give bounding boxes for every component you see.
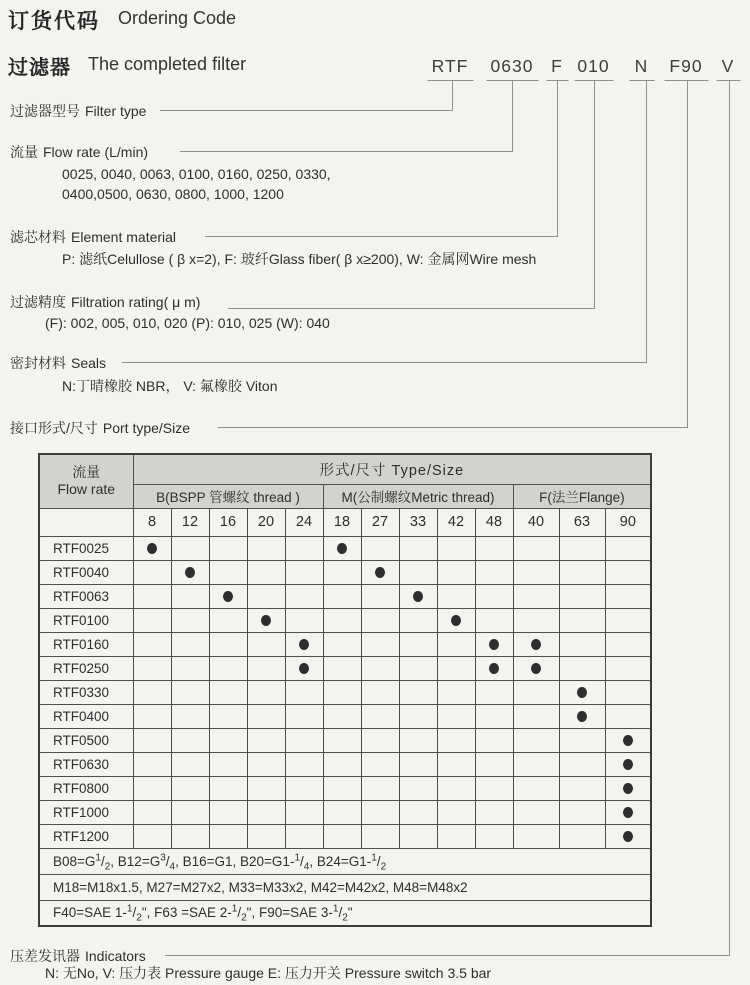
- code-segment-flow-rate: 0630: [490, 56, 534, 76]
- mark-cell: [475, 584, 513, 608]
- mark-cell: [209, 560, 247, 584]
- mark-cell: [437, 560, 475, 584]
- mark-cell: [133, 536, 171, 560]
- mark-cell: [605, 656, 651, 680]
- mark-cell: [513, 728, 559, 752]
- mark-cell: [209, 656, 247, 680]
- mark-cell: [361, 632, 399, 656]
- mark-cell: [437, 632, 475, 656]
- section-title-zh: 过滤器: [8, 57, 71, 79]
- code-segment-filtration-rating: 010: [577, 56, 610, 76]
- flow-rate-header-zh: 流量: [72, 463, 101, 480]
- mark-cell: [399, 752, 437, 776]
- size-header-cell: 27: [361, 508, 399, 536]
- field-label-port-type-size: [10, 418, 190, 438]
- mark-cell: [605, 800, 651, 824]
- mark-cell: [247, 800, 285, 824]
- page-title-en: Ordering Code: [118, 8, 237, 28]
- size-header-cell: 18: [323, 508, 361, 536]
- mark-cell: [285, 536, 323, 560]
- mark-cell: [361, 728, 399, 752]
- mark-cell: [133, 608, 171, 632]
- table-row: [39, 800, 651, 824]
- availability-dot: [299, 663, 309, 674]
- mark-cell: [171, 680, 209, 704]
- model-cell: RTF0160: [39, 632, 133, 656]
- mark-cell: [133, 776, 171, 800]
- mark-cell: [559, 704, 605, 728]
- mark-cell: [513, 584, 559, 608]
- field-label-zh: 过滤器型号: [10, 103, 80, 119]
- mark-cell: [247, 584, 285, 608]
- size-header-cell: 8: [133, 508, 171, 536]
- mark-cell: [285, 680, 323, 704]
- mark-cell: [209, 632, 247, 656]
- mark-cell: [513, 608, 559, 632]
- mark-cell: [209, 824, 247, 848]
- mark-cell: [475, 632, 513, 656]
- mark-cell: [171, 752, 209, 776]
- mark-cell: [513, 776, 559, 800]
- mark-cell: [399, 632, 437, 656]
- mark-cell: [437, 584, 475, 608]
- field-label-zh: 压差发讯器: [10, 948, 80, 964]
- field-label-zh: 密封材料: [10, 355, 66, 371]
- mark-cell: [133, 656, 171, 680]
- mark-cell: [285, 656, 323, 680]
- size-header-cell: 90: [605, 508, 651, 536]
- field-values: P: 滤纸Celullose ( β x=2), F: 玻纤Glass fiber( β x≥200), W: 金属网Wire mesh: [62, 251, 537, 267]
- mark-cell: [361, 752, 399, 776]
- table-row: [39, 824, 651, 848]
- mark-cell: [209, 752, 247, 776]
- field-label-element-material: [10, 227, 176, 247]
- mark-cell: [605, 680, 651, 704]
- mark-cell: [559, 800, 605, 824]
- model-cell: RTF0025: [39, 536, 133, 560]
- availability-dot: [531, 663, 541, 674]
- mark-cell: [171, 560, 209, 584]
- field-values: (F): 002, 005, 010, 020 (P): 010, 025 (W): 040: [45, 315, 330, 331]
- flow-rate-header-en: Flow rate: [57, 481, 116, 498]
- mark-cell: [133, 752, 171, 776]
- mark-cell: [361, 824, 399, 848]
- availability-dot: [577, 687, 587, 698]
- field-label-en: Filter type: [85, 103, 147, 119]
- mark-cell: [605, 776, 651, 800]
- mark-cell: [475, 800, 513, 824]
- mark-cell: [559, 656, 605, 680]
- mark-cell: [323, 824, 361, 848]
- mark-cell: [171, 800, 209, 824]
- mark-cell: [323, 536, 361, 560]
- section-title-en: The completed filter: [88, 54, 247, 74]
- field-label-en: Filtration rating( μ m): [71, 294, 201, 310]
- model-cell: RTF0630: [39, 752, 133, 776]
- mark-cell: [437, 776, 475, 800]
- code-segment-element-material: F: [551, 56, 563, 76]
- field-label-zh: 滤芯材料: [10, 229, 66, 245]
- mark-cell: [513, 632, 559, 656]
- table-row: [39, 632, 651, 656]
- thread-note-metric: M18=M18x1.5, M27=M27x2, M33=M33x2, M42=M42x2, M48=M48x2: [39, 874, 651, 900]
- table-row: [39, 656, 651, 680]
- code-segment-port-size: F90: [669, 56, 703, 76]
- mark-cell: [361, 560, 399, 584]
- port-group-header: B(BSPP 管螺纹 thread ): [133, 484, 323, 508]
- port-group-header: F(法兰Flange): [513, 484, 651, 508]
- mark-cell: [437, 704, 475, 728]
- mark-cell: [513, 752, 559, 776]
- mark-cell: [605, 560, 651, 584]
- mark-cell: [399, 800, 437, 824]
- mark-cell: [285, 776, 323, 800]
- mark-cell: [475, 776, 513, 800]
- field-values: 0400,0500, 0630, 0800, 1000, 1200: [62, 186, 284, 202]
- size-header-cell: 16: [209, 508, 247, 536]
- mark-cell: [475, 536, 513, 560]
- mark-cell: [361, 656, 399, 680]
- mark-cell: [209, 584, 247, 608]
- mark-cell: [361, 680, 399, 704]
- availability-dot: [299, 639, 309, 650]
- availability-dot: [413, 591, 423, 602]
- mark-cell: [437, 728, 475, 752]
- model-cell: RTF0040: [39, 560, 133, 584]
- availability-dot: [623, 735, 633, 746]
- mark-cell: [513, 680, 559, 704]
- mark-cell: [247, 776, 285, 800]
- mark-cell: [171, 704, 209, 728]
- field-label-en: Port type/Size: [102, 420, 191, 436]
- mark-cell: [559, 752, 605, 776]
- mark-cell: [323, 608, 361, 632]
- model-cell: RTF0100: [39, 608, 133, 632]
- model-cell: RTF0400: [39, 704, 133, 728]
- size-header-cell: 33: [399, 508, 437, 536]
- mark-cell: [323, 632, 361, 656]
- field-label-filtration-rating: [10, 292, 200, 312]
- mark-cell: [285, 704, 323, 728]
- mark-cell: [513, 536, 559, 560]
- mark-cell: [323, 680, 361, 704]
- mark-cell: [513, 800, 559, 824]
- model-cell: RTF1200: [39, 824, 133, 848]
- mark-cell: [437, 824, 475, 848]
- model-cell: RTF0330: [39, 680, 133, 704]
- mark-cell: [323, 584, 361, 608]
- mark-cell: [399, 608, 437, 632]
- thread-note-bspp: $B08=G^1/_2$, $B12=G^3/_4$, B16=G1, $B20=G1-^1/_4$, $B24=G1-^1/_2$: [39, 848, 651, 874]
- mark-cell: [399, 536, 437, 560]
- mark-cell: [399, 704, 437, 728]
- mark-cell: [475, 824, 513, 848]
- model-cell: RTF1000: [39, 800, 133, 824]
- mark-cell: [285, 752, 323, 776]
- mark-cell: [323, 728, 361, 752]
- mark-cell: [605, 584, 651, 608]
- mark-cell: [171, 776, 209, 800]
- mark-cell: [133, 704, 171, 728]
- mark-cell: [247, 656, 285, 680]
- table-row: [39, 776, 651, 800]
- size-header-cell: 40: [513, 508, 559, 536]
- mark-cell: [209, 776, 247, 800]
- size-header-cell: 63: [559, 508, 605, 536]
- mark-cell: [437, 800, 475, 824]
- table-row: [39, 752, 651, 776]
- mark-cell: [437, 752, 475, 776]
- mark-cell: [247, 536, 285, 560]
- mark-cell: [171, 656, 209, 680]
- mark-cell: [171, 608, 209, 632]
- mark-cell: [323, 776, 361, 800]
- mark-cell: [605, 752, 651, 776]
- table-row: [39, 608, 651, 632]
- mark-cell: [605, 632, 651, 656]
- mark-cell: [399, 824, 437, 848]
- port-size-table: [38, 453, 652, 927]
- mark-cell: [133, 800, 171, 824]
- mark-cell: [559, 632, 605, 656]
- mark-cell: [475, 680, 513, 704]
- availability-dot: [489, 639, 499, 650]
- availability-dot: [623, 831, 633, 842]
- availability-dot: [623, 807, 633, 818]
- mark-cell: [361, 608, 399, 632]
- mark-cell: [399, 584, 437, 608]
- mark-cell: [171, 536, 209, 560]
- mark-cell: [361, 776, 399, 800]
- mark-cell: [323, 800, 361, 824]
- size-header-cell: 20: [247, 508, 285, 536]
- mark-cell: [133, 584, 171, 608]
- model-cell: RTF0250: [39, 656, 133, 680]
- mark-cell: [437, 608, 475, 632]
- mark-cell: [437, 536, 475, 560]
- mark-cell: [361, 704, 399, 728]
- mark-cell: [399, 728, 437, 752]
- availability-dot: [623, 783, 633, 794]
- mark-cell: [209, 704, 247, 728]
- mark-cell: [209, 680, 247, 704]
- mark-cell: [559, 680, 605, 704]
- size-header-cell: 24: [285, 508, 323, 536]
- mark-cell: [209, 536, 247, 560]
- mark-cell: [475, 704, 513, 728]
- mark-cell: [605, 704, 651, 728]
- mark-cell: [247, 824, 285, 848]
- mark-cell: [513, 704, 559, 728]
- mark-cell: [247, 704, 285, 728]
- field-values: 0025, 0040, 0063, 0100, 0160, 0250, 0330,: [62, 166, 331, 182]
- availability-dot: [337, 543, 347, 554]
- mark-cell: [361, 536, 399, 560]
- mark-cell: [323, 752, 361, 776]
- mark-cell: [361, 800, 399, 824]
- mark-cell: [559, 584, 605, 608]
- mark-cell: [171, 632, 209, 656]
- field-label-flow-rate: [10, 142, 148, 162]
- page-title-zh: 订货代码: [8, 10, 100, 33]
- table-row: [39, 704, 651, 728]
- mark-cell: [559, 776, 605, 800]
- mark-cell: [285, 632, 323, 656]
- size-header-cell: 12: [171, 508, 209, 536]
- mark-cell: [171, 584, 209, 608]
- mark-cell: [475, 656, 513, 680]
- mark-cell: [247, 632, 285, 656]
- mark-cell: [209, 800, 247, 824]
- mark-cell: [247, 728, 285, 752]
- model-cell: RTF0500: [39, 728, 133, 752]
- table-row: [39, 680, 651, 704]
- mark-cell: [605, 536, 651, 560]
- mark-cell: [605, 728, 651, 752]
- mark-cell: [285, 560, 323, 584]
- mark-cell: [285, 728, 323, 752]
- type-size-header: 形式/尺寸 Type/Size: [133, 454, 651, 484]
- field-label-en: Indicators: [85, 948, 146, 964]
- field-values: N:丁晴橡胶 NBR， V: 氟橡胶 Viton: [62, 378, 278, 394]
- flow-rate-header: [39, 454, 133, 508]
- mark-cell: [209, 608, 247, 632]
- mark-cell: [209, 728, 247, 752]
- mark-cell: [323, 560, 361, 584]
- mark-cell: [247, 608, 285, 632]
- mark-cell: [475, 560, 513, 584]
- mark-cell: [559, 608, 605, 632]
- mark-cell: [399, 656, 437, 680]
- mark-cell: [399, 776, 437, 800]
- field-label-en: Flow rate (L/min): [43, 144, 149, 160]
- mark-cell: [133, 728, 171, 752]
- table-row: [39, 728, 651, 752]
- availability-dot: [623, 759, 633, 770]
- availability-dot: [531, 639, 541, 650]
- availability-dot: [577, 711, 587, 722]
- field-values: N: 无No, V: 压力表 Pressure gauge E: 压力开关 Pressure switch 3.5 bar: [45, 965, 492, 981]
- blank-header-cell: [39, 508, 133, 536]
- code-segment-seals: N: [634, 56, 649, 76]
- mark-cell: [323, 656, 361, 680]
- availability-dot: [375, 567, 385, 578]
- mark-cell: [475, 752, 513, 776]
- field-label-zh: 过滤精度: [10, 294, 66, 310]
- mark-cell: [133, 632, 171, 656]
- mark-cell: [133, 680, 171, 704]
- availability-dot: [147, 543, 157, 554]
- mark-cell: [285, 584, 323, 608]
- mark-cell: [171, 824, 209, 848]
- availability-dot: [489, 663, 499, 674]
- table-row: [39, 584, 651, 608]
- mark-cell: [361, 584, 399, 608]
- availability-dot: [261, 615, 271, 626]
- mark-cell: [399, 560, 437, 584]
- mark-cell: [323, 704, 361, 728]
- model-cell: RTF0800: [39, 776, 133, 800]
- code-segment-indicator: V: [721, 56, 735, 76]
- mark-cell: [605, 608, 651, 632]
- table-row: [39, 560, 651, 584]
- mark-cell: [513, 824, 559, 848]
- mark-cell: [605, 824, 651, 848]
- mark-cell: [475, 608, 513, 632]
- field-label-seals: [10, 353, 106, 373]
- field-label-en: Element material: [71, 229, 177, 245]
- mark-cell: [247, 560, 285, 584]
- mark-cell: [133, 824, 171, 848]
- mark-cell: [559, 536, 605, 560]
- availability-dot: [223, 591, 233, 602]
- mark-cell: [247, 752, 285, 776]
- size-header-cell: 42: [437, 508, 475, 536]
- thread-note-flange: F40=SAE $1-^1/_2$", F63 =SAE $2-^1/_2$", F90=SAE $3-^1/_2$": [39, 900, 651, 926]
- mark-cell: [513, 656, 559, 680]
- mark-cell: [513, 560, 559, 584]
- mark-cell: [285, 824, 323, 848]
- mark-cell: [399, 680, 437, 704]
- field-label-en: Seals: [71, 355, 107, 371]
- mark-cell: [171, 728, 209, 752]
- mark-cell: [559, 824, 605, 848]
- table-row: [39, 536, 651, 560]
- mark-cell: [285, 800, 323, 824]
- mark-cell: [437, 680, 475, 704]
- mark-cell: [133, 560, 171, 584]
- field-label-filter-type: [10, 101, 146, 121]
- field-label-zh: 接口形式/尺寸: [10, 420, 98, 436]
- mark-cell: [285, 608, 323, 632]
- mark-cell: [559, 728, 605, 752]
- code-segment-series: RTF: [431, 56, 469, 76]
- mark-cell: [559, 560, 605, 584]
- mark-cell: [437, 656, 475, 680]
- size-header-cell: 48: [475, 508, 513, 536]
- availability-dot: [185, 567, 195, 578]
- mark-cell: [475, 728, 513, 752]
- mark-cell: [247, 680, 285, 704]
- availability-dot: [451, 615, 461, 626]
- model-cell: RTF0063: [39, 584, 133, 608]
- port-group-header: M(公制螺纹Metric thread): [323, 484, 513, 508]
- field-label-zh: 流量: [10, 144, 38, 160]
